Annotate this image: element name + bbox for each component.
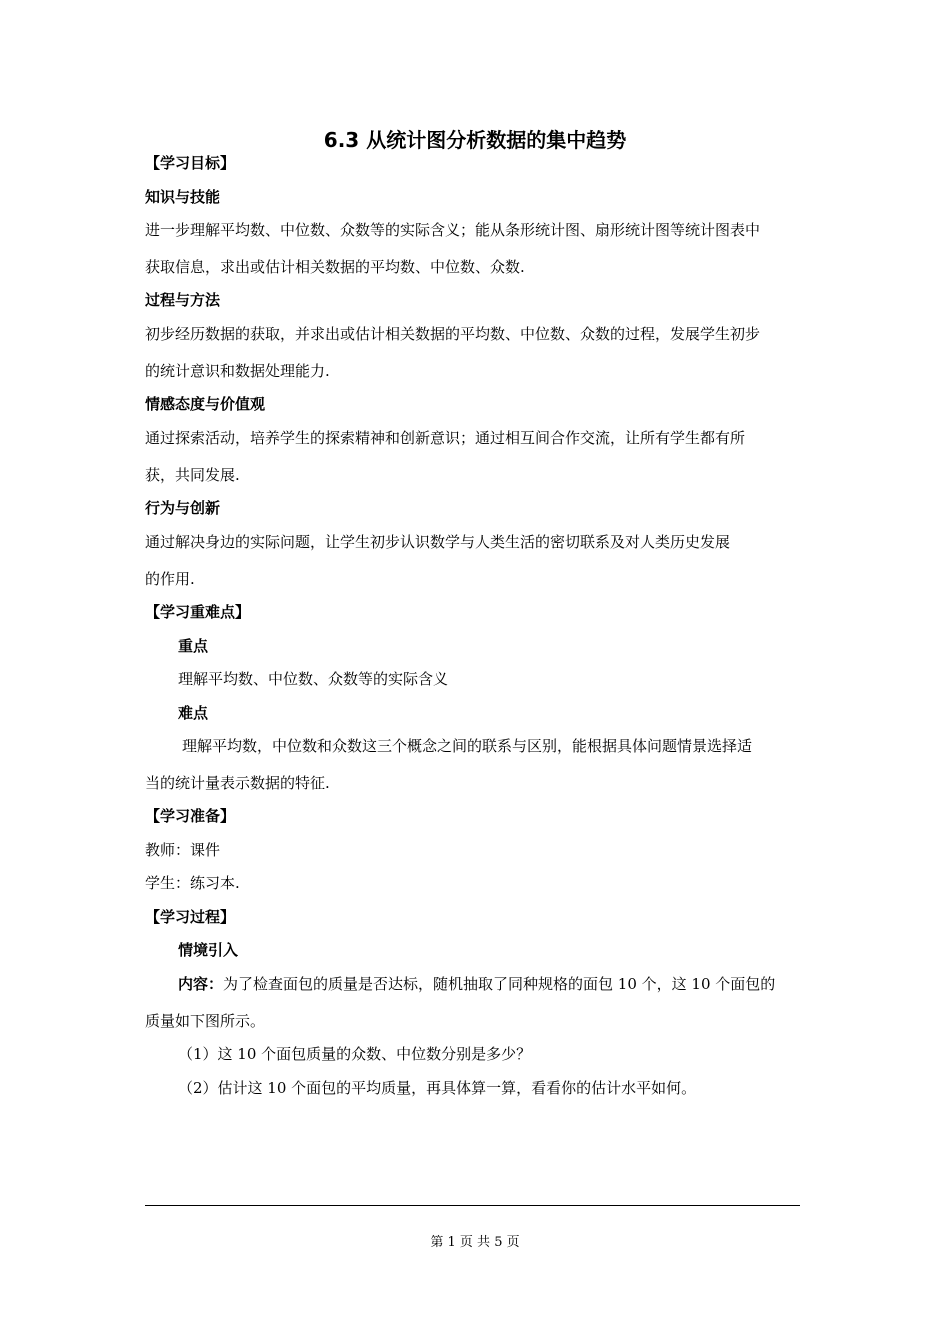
emotion-text-line-2: 获，共同发展. bbox=[145, 466, 240, 484]
content-text: 为了检查面包的质量是否达标，随机抽取了同种规格的面包 10 个，这 10 个面包的 bbox=[223, 975, 776, 993]
difficult-text-line-2: 当的统计量表示数据的特征. bbox=[145, 774, 330, 792]
content-line-1 bbox=[178, 974, 775, 994]
behavior-text-line-2: 的作用. bbox=[145, 570, 195, 588]
knowledge-text-line-2: 获取信息，求出或估计相关数据的平均数、中位数、众数. bbox=[145, 258, 525, 276]
page-number-footer: 第 1 页 共 5 页 bbox=[430, 1235, 520, 1250]
process-heading: 过程与方法 bbox=[145, 291, 221, 309]
difficult-text-line-1: 理解平均数，中位数和众数这三个概念之间的联系与区别，能根据具体问题情景选择适 bbox=[182, 737, 753, 755]
knowledge-heading: 知识与技能 bbox=[145, 188, 221, 206]
goals-heading: 【学习目标】 bbox=[145, 154, 236, 172]
content-label: 内容： bbox=[178, 975, 224, 993]
behavior-heading: 行为与创新 bbox=[145, 499, 221, 517]
footer-divider bbox=[145, 1205, 800, 1206]
learning-process-heading: 【学习过程】 bbox=[145, 908, 236, 926]
prep-heading: 【学习准备】 bbox=[145, 807, 236, 825]
key-text: 理解平均数、中位数、众数等的实际含义 bbox=[178, 670, 449, 688]
question-2: （2）估计这 10 个面包的平均质量，再具体算一算，看看你的估计水平如何。 bbox=[178, 1079, 697, 1097]
knowledge-text-line-1: 进一步理解平均数、中位数、众数等的实际含义；能从条形统计图、扇形统计图等统计图表中 bbox=[145, 221, 761, 239]
emotion-text-line-1: 通过探索活动，培养学生的探索精神和创新意识；通过相互间合作交流，让所有学生都有所 bbox=[145, 429, 746, 447]
process-text-line-2: 的统计意识和数据处理能力. bbox=[145, 362, 330, 380]
content-line-2: 质量如下图所示。 bbox=[145, 1012, 266, 1030]
prep-teacher: 教师：课件 bbox=[145, 841, 221, 859]
difficult-heading: 难点 bbox=[178, 704, 209, 722]
emotion-heading: 情感态度与价值观 bbox=[145, 395, 266, 413]
page-title: 6.3 从统计图分析数据的集中趋势 bbox=[323, 128, 627, 152]
prep-student: 学生：练习本. bbox=[145, 874, 240, 892]
behavior-text-line-1: 通过解决身边的实际问题，让学生初步认识数学与人类生活的密切联系及对人类历史发展 bbox=[145, 533, 731, 551]
keypoints-heading: 【学习重难点】 bbox=[145, 603, 251, 621]
question-1: （1）这 10 个面包质量的众数、中位数分别是多少？ bbox=[178, 1045, 532, 1063]
process-text-line-1: 初步经历数据的获取，并求出或估计相关数据的平均数、中位数、众数的过程，发展学生初步 bbox=[145, 325, 761, 343]
intro-heading: 情境引入 bbox=[178, 941, 239, 959]
key-heading: 重点 bbox=[178, 637, 209, 655]
